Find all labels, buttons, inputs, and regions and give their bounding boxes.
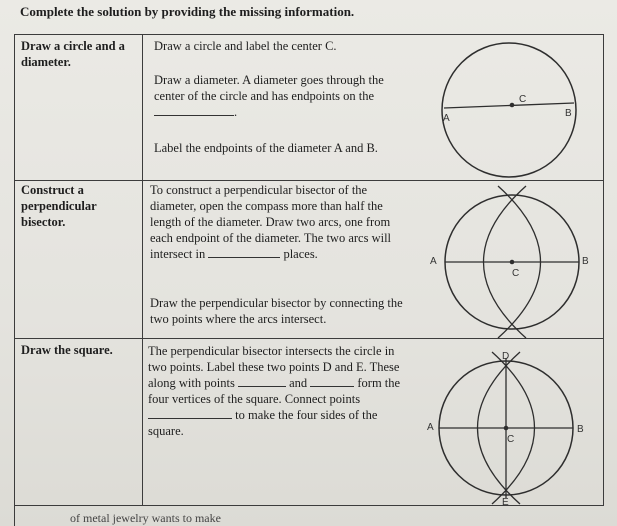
instruction-heading: Complete the solution by providing the missing information. xyxy=(20,4,355,19)
label-b-fig3: B xyxy=(577,424,584,435)
row3-and-word: and xyxy=(289,376,308,390)
label-c-fig1: C xyxy=(519,94,527,105)
row2-construct-sentence: To construct a perpendicular bisector of the diameter, open the compass more than half the length of the diameter. Draw two arcs, one from each endpoint of the diameter. The two arcs will intersect in xyxy=(150,183,392,261)
step-label-draw-square: Draw the square. xyxy=(21,343,113,357)
row1-text-center: Draw a circle and label the center C. xyxy=(154,39,337,53)
label-a-fig2: A xyxy=(430,256,437,267)
label-a-fig3: A xyxy=(427,422,434,433)
label-e-fig3: E xyxy=(502,497,509,508)
row3-sentence-part2: form the four vertices of the square. Connect points xyxy=(148,376,401,406)
row1-diameter-sentence: Draw a diameter. A diameter goes through the center of the circle and has endpoints on the xyxy=(154,73,384,103)
label-c-fig2: C xyxy=(512,268,520,279)
label-a-fig1: A xyxy=(443,113,450,124)
label-b-fig2: B xyxy=(582,256,589,267)
label-c-fig3: C xyxy=(507,434,515,445)
label-d-fig3: D xyxy=(502,351,510,362)
label-b-fig1: B xyxy=(565,108,572,119)
row3-sentence-part3: to make the four sides of the square. xyxy=(148,408,378,438)
row2-text-connect: Draw the perpendicular bisector by connecting the two points where the arcs intersect. xyxy=(150,296,403,326)
cut-off-footer-text: of metal jewelry wants to make xyxy=(70,511,221,525)
row2-places-word: places. xyxy=(283,247,318,261)
row3-sentence-part1: The perpendicular bisector intersects the circle in two points. Label these two points D and E. These along with points xyxy=(148,344,400,390)
step-label-circle-diameter: Draw a circle and a diameter. xyxy=(21,39,125,69)
row1-text-label-endpoints: Label the endpoints of the diameter A and B. xyxy=(154,141,378,155)
center-point-3 xyxy=(504,426,509,431)
step-label-perpendicular-bisector: Construct a perpendicular bisector. xyxy=(21,183,97,229)
row1-period: . xyxy=(234,105,238,119)
